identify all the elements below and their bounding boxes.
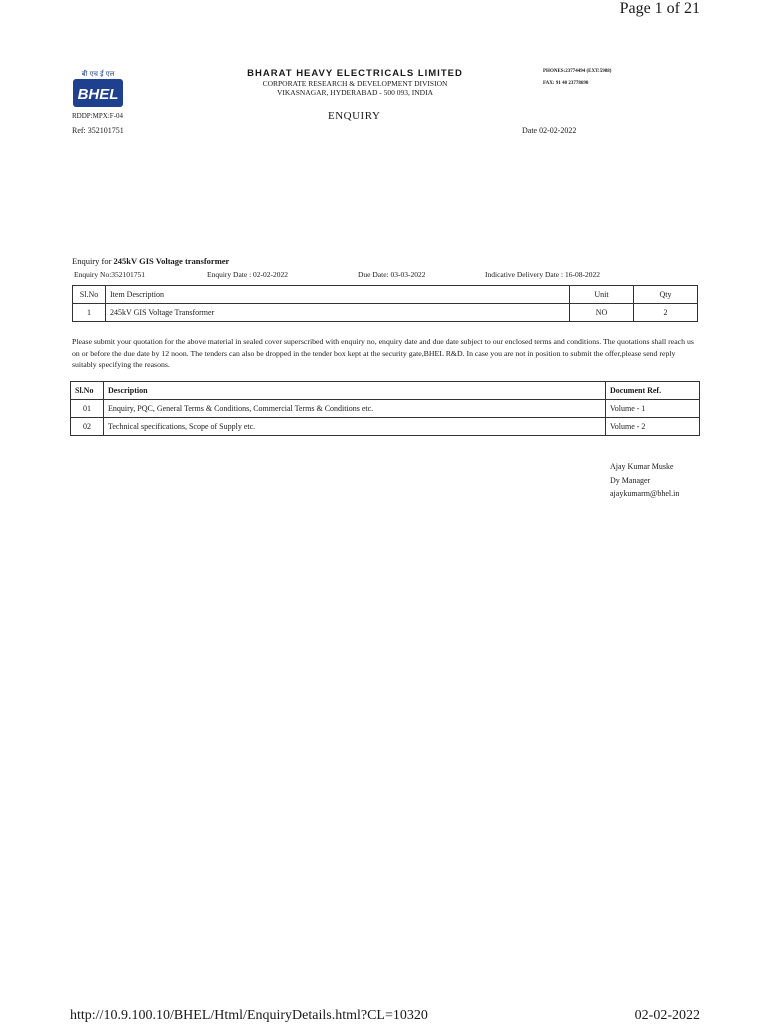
header-slno: Sl.No <box>73 286 106 304</box>
cell-slno: 02 <box>71 418 104 436</box>
table-row <box>71 400 700 418</box>
contact-info <box>543 66 611 90</box>
cell-slno: 1 <box>73 304 106 322</box>
form-code: RDDP:MPX:F-04 <box>72 112 123 120</box>
footer-date: 02-02-2022 <box>634 1008 700 1023</box>
signatory-name: Ajay Kumar Muske <box>610 462 674 471</box>
header-item-description: Item Description <box>106 286 570 304</box>
bhel-logo <box>72 68 124 108</box>
header-slno: Sl.No <box>71 382 104 400</box>
header-qty: Qty <box>634 286 698 304</box>
delivery-date: Indicative Delivery Date : 16-08-2022 <box>485 270 600 279</box>
table-row <box>71 418 700 436</box>
enquiry-date: Enquiry Date : 02-02-2022 <box>207 270 289 279</box>
footer-url[interactable]: http://10.9.100.10/BHEL/Html/EnquiryDetails.html?CL=10320 <box>70 1008 428 1023</box>
instructions-paragraph: Please submit your quotation for the above material in sealed cover superscribed with enquiry no, enquiry date and due date subject to our enclosed terms and conditions. The quotations shall reach us on or before the due date by 12 noon. The tenders can also be dropped in the tender box kept at the security gate,BHEL R&D. In case you are not in position to submit the offer,please send reply suitably specifying the reasons. <box>72 337 694 369</box>
table-header-row <box>73 286 698 304</box>
document-date: Date 02-02-2022 <box>522 126 577 135</box>
reference-number: Ref: 352101751 <box>72 126 124 135</box>
cell-document-ref: Volume - 1 <box>606 400 700 418</box>
signatory-designation: Dy Manager <box>610 475 651 485</box>
cell-qty: 2 <box>634 304 698 322</box>
header-description: Description <box>104 382 606 400</box>
signatory-block <box>610 460 679 501</box>
enquiry-for-prefix: Enquiry for <box>72 256 114 266</box>
cell-item-description: 245kV GIS Voltage Transformer <box>106 304 570 322</box>
header-unit: Unit <box>570 286 634 304</box>
enquiry-for <box>72 256 229 266</box>
company-header <box>210 68 500 97</box>
page-number: Page 1 of 21 <box>619 0 700 17</box>
division-name: CORPORATE RESEARCH & DEVELOPMENT DIVISION <box>262 79 448 88</box>
fax-number: FAX: 91 40 23778690 <box>543 81 589 86</box>
enquiry-item: 245kV GIS Voltage transformer <box>113 256 230 266</box>
due-date: Due Date: 03-03-2022 <box>358 270 426 279</box>
company-address: VIKASNAGAR, HYDERABAD - 500 093, INDIA <box>276 88 434 97</box>
header-document-ref: Document Ref. <box>606 382 700 400</box>
cell-document-ref: Volume - 2 <box>606 418 700 436</box>
documents-table <box>70 381 700 436</box>
cell-description: Technical specifications, Scope of Supply etc. <box>104 418 606 436</box>
phone-number: PHONES:23774494 (EXT:5988) <box>543 69 612 74</box>
enquiry-number: Enquiry No:352101751 <box>74 270 146 279</box>
cell-unit: NO <box>570 304 634 322</box>
cell-slno: 01 <box>71 400 104 418</box>
logo-hindi-text: बी एच ई एल <box>81 70 115 78</box>
table-row <box>73 304 698 322</box>
table-header-row <box>71 382 700 400</box>
signatory-email[interactable]: ajaykumarm@bhel.in <box>610 489 680 498</box>
cell-description: Enquiry, PQC, General Terms & Conditions, Commercial Terms & Conditions etc. <box>104 400 606 418</box>
logo-text: BHEL <box>77 86 119 103</box>
document-title: ENQUIRY <box>328 110 381 122</box>
items-table <box>72 285 698 322</box>
company-name: BHARAT HEAVY ELECTRICALS LIMITED <box>247 68 463 79</box>
